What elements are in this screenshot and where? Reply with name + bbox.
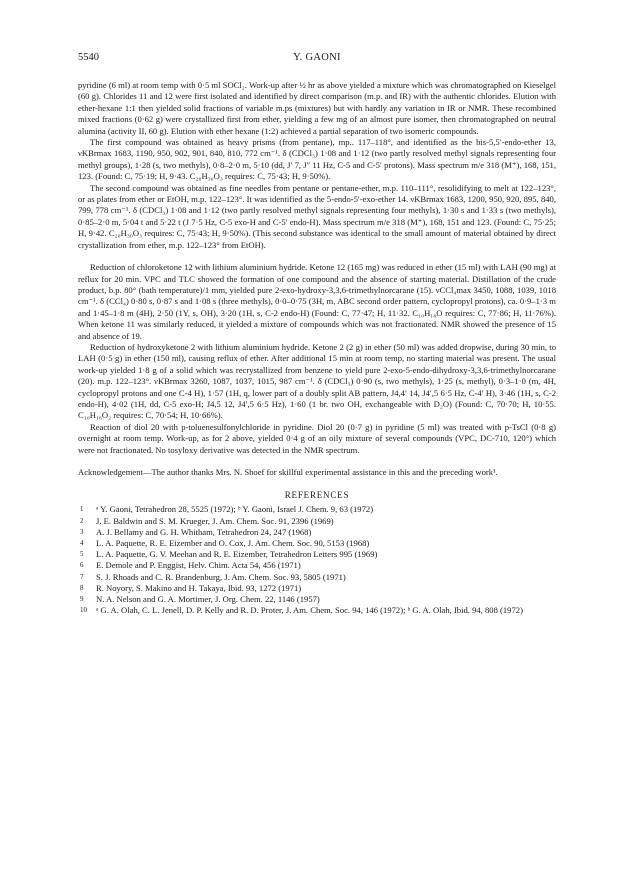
reference-item bbox=[78, 594, 556, 605]
reference-text: J. E. Baldwin and S. M. Krueger, J. Am. Chem. Soc. 91, 2396 (1969) bbox=[96, 515, 334, 526]
paragraph: Reduction of chloroketone 12 with lithium aluminium hydride. Ketone 12 (165 mg) was reduced in ether (15 ml) with LAH (90 mg) at reflux for 20 min. VPC and TLC showed the formation of one compound and the absence of starting material. Distillation of the crude product, b.p. 80° (bath temperature)/1 mm, yielded pure 2-exo-hydroxy-3,3,6-trimethylnorcarane (15). νCCl₄max 3450, 1088, 1039, 1018 cm⁻¹. δ (CCl₄) 0·80 s, 0·87 s and 1·08 s (three methyls), 0·0–0·75 (3H, m, ABC second order pattern, cyclopropyl protons), ca. 0·9–1·3 m and 1·45–1·8 m (4H), 2·50 (1Y, s, OH), 3·20 (1H, s, C-2 endo-H) (Found: C, 77·47; H, 11·32. C₁₀H₁₈O requires: C, 77·86; H, 11·76%). When ketone 11 was similarly reduced, it yielded a mixture of compounds which was not fractionated. NMR showed the presence of 15 and absence of 19. bbox=[78, 262, 556, 341]
reference-number: 6 bbox=[80, 561, 84, 570]
paragraph: Reduction of hydroxyketone 2 with lithium aluminium hydride. Ketone 2 (2 g) in ether (50 ml) was added dropwise, during 30 min, to LAH (0·5 g) in ether (150 ml), causing reflux of ether. After additional 15 min at room temp, no starting material was present. The usual work-up yielded 1·8 g of a solid which was recrystallized from benzene to yield pure 2-exo-5-endo-dihydroxy-3,3,6-trimethylnorcarane (20). m.p. 122–123°. νKBrmax 3260, 1087, 1037, 1015, 987 cm⁻¹. δ (CDCl₃) 0·90 (s, two methyls), 1·25 (s, methyl), 0·3–1·0 (m, 4H, cyclopropyl protons and one C-4 H), 1·57 (1H, q, lower part of a doubly split AB pattern, J4,4′ 14, J4′,5 6·5 Hz, C-4′ H), 3·46 (1H, s, C-2 endo-H), 4·02 (1H, dd, C-5 exo-H; J4,5 12, J4′,5 6·5 Hz), 1·60 (1 br. two OH, exchangeable with D₂O) (Found: C, 70·70; H, 10·55. C₁₀H₁₈O₂ requires: C, 70·54; H, 10·66%). bbox=[78, 341, 556, 421]
references-list bbox=[78, 504, 556, 616]
reference-item bbox=[78, 560, 556, 571]
reference-text: L. A. Paquette, G. V. Meehan and R. E. Eizember, Tetrahedron Letters 995 (1969) bbox=[96, 549, 378, 560]
paragraph: The first compound was obtained as heavy prisms (from pentane), mp.. 117–118°, and identified as the bis-5,5′-endo-ether 13, νKBrmax 1683, 1190, 950, 902, 901, 840, 810, 772 cm⁻¹. δ (CDCl₃) 1·08 and 1·12 (two partly resolved methyl signals representing four methyl groups), 1·28 (s, two methyls), 0·8–2·0 m, 5·10 (dd, J′ 7, J″ 11 Hz, C-5 and C-5′ protons). Mass spectrum m/e 318 (M⁺), 168, 151, 123. (Found: C, 75·19; H, 9·43. C₂₀H₃₀O₃ requires: C, 75·43; H, 9·50%). bbox=[78, 137, 556, 182]
reference-item bbox=[78, 504, 556, 515]
running-head: Y. GAONI bbox=[293, 52, 341, 63]
paragraph: pyridine (6 ml) at room temp with 0·5 ml SOCl₂. Work-up after ½ hr as above yielded a mixture which was chromatographed on Kieselgel (60 g). Chlorides 11 and 12 were first isolated and identified by direct comparison (m.p. and IR) with the authentic chlorides. Elution with ether-hexane 1:1 then yielded solid fractions of variable m.ps (mixtures) but with hardly any variation in IR or NMR. These recombined mixed fractions (0·62 g) were crystallized first from ether, yielding a few mg of an almost pure isomer, then chromatographed on neutral alumina (activity II, 60 g). Elution with ether hexane (1:2) achieved a partial separation of two isomeric compounds. bbox=[78, 80, 556, 136]
reference-text: ᵃ Y. Gaoni, Tetrahedron 28, 5525 (1972); ᵇ Y. Gaoni, Israel J. Chem. 9, 63 (1972) bbox=[96, 504, 374, 515]
reference-item bbox=[78, 538, 556, 549]
reference-number: 9 bbox=[80, 595, 84, 604]
reference-item bbox=[78, 549, 556, 560]
reference-text: R. Noyory, S. Makino and H. Takaya, Ibid. 93, 1272 (1971) bbox=[96, 582, 302, 593]
page-number: 5540 bbox=[78, 52, 99, 63]
reference-text: L. A. Paquette, R. E. Eizember and O. Cox, J. Am. Chem. Soc. 90, 5153 (1968) bbox=[96, 538, 370, 549]
reference-item bbox=[78, 605, 556, 616]
paragraph: The second compound was obtained as fine needles from pentane or pentane-ether, m.p. 110–111°, resolidifying to melt at 122–123°, or as plates from ether or EtOH, m.p. 122–123°. It was identified as the 5-endo-5′-exo-ether 14. νKBrmax 1683, 1200, 950, 920, 895, 840, 799, 778 cm⁻¹. δ (CDCl₃) 1·08 and 1·12 (two partly resolved methyl signals representing four methyls), 1·30 s and 1·33 s (two methyls), 0·85–2·0 m, 5·04 t and 5·22 t (J 7·5 Hz, C-5 exo-H and C-5′ endo-H). Mass spectrum m/e 318 (M⁺), 168, 151 and 123. (Found: C, 75·25; H, 9·42. C₂₀H₃₀O₃ requires: C, 75·43; H, 9·50%). (This second substance was identical to the small amount of material obtained by direct crystallization from ether, m.p. 122–123° from EtOH). bbox=[78, 182, 556, 250]
reference-number: 8 bbox=[80, 583, 84, 592]
reference-text: N. A. Nelson and G. A. Mortimer, J. Org. Chem. 22, 1146 (1957) bbox=[96, 594, 320, 605]
reference-text: ᵃ G. A. Olah, C. L. Jenell, D. P. Kelly and R. D. Proter, J. Am. Chem. Soc. 94, 146 (1972); ᵇ G. A. Olah, Ibid. 94, 808 (1972) bbox=[96, 605, 523, 616]
references-heading: REFERENCES bbox=[284, 490, 350, 501]
reference-item bbox=[78, 583, 556, 594]
reference-number: 10 bbox=[80, 606, 87, 615]
reference-item bbox=[78, 527, 556, 538]
reference-text: E. Demole and P. Enggist, Helv. Chim. Acta 54, 456 (1971) bbox=[96, 560, 301, 571]
page-header bbox=[78, 52, 556, 66]
journal-page bbox=[78, 52, 556, 616]
reference-number: 1 bbox=[80, 505, 84, 514]
acknowledgement: Acknowledgement—The author thanks Mrs. N. Shoef for skillful experimental assistance in this and the preceding work¹. bbox=[78, 467, 498, 477]
reference-number: 7 bbox=[80, 572, 84, 581]
reference-text: S. J. Rhoads and C. R. Brandenburg, J. Am. Chem. Soc. 93, 5805 (1971) bbox=[96, 571, 346, 582]
paragraph: Reaction of diol 20 with p-toluenesulfonylchloride in pyridine. Diol 20 (0·7 g) in pyridine (5 ml) was treated with p-TsCl (0·8 g) overnight at room temp. Work-up, as for 2 above, yielded 0·4 g of an oily mixture of several compounds (VPC, DC-710, 120°) which were not fractionated. No tosyloxy derivative was detected in the NMR spectrum. bbox=[78, 421, 556, 455]
reference-number: 4 bbox=[80, 539, 84, 548]
reference-text: A. J. Bellamy and G. H. Whitham, Tetrahedron 24, 247 (1968) bbox=[96, 526, 312, 537]
article-body bbox=[78, 80, 556, 478]
reference-number: 3 bbox=[80, 527, 84, 536]
reference-number: 5 bbox=[80, 550, 84, 559]
reference-item bbox=[78, 516, 556, 527]
reference-item bbox=[78, 572, 556, 583]
reference-number: 2 bbox=[80, 516, 84, 525]
